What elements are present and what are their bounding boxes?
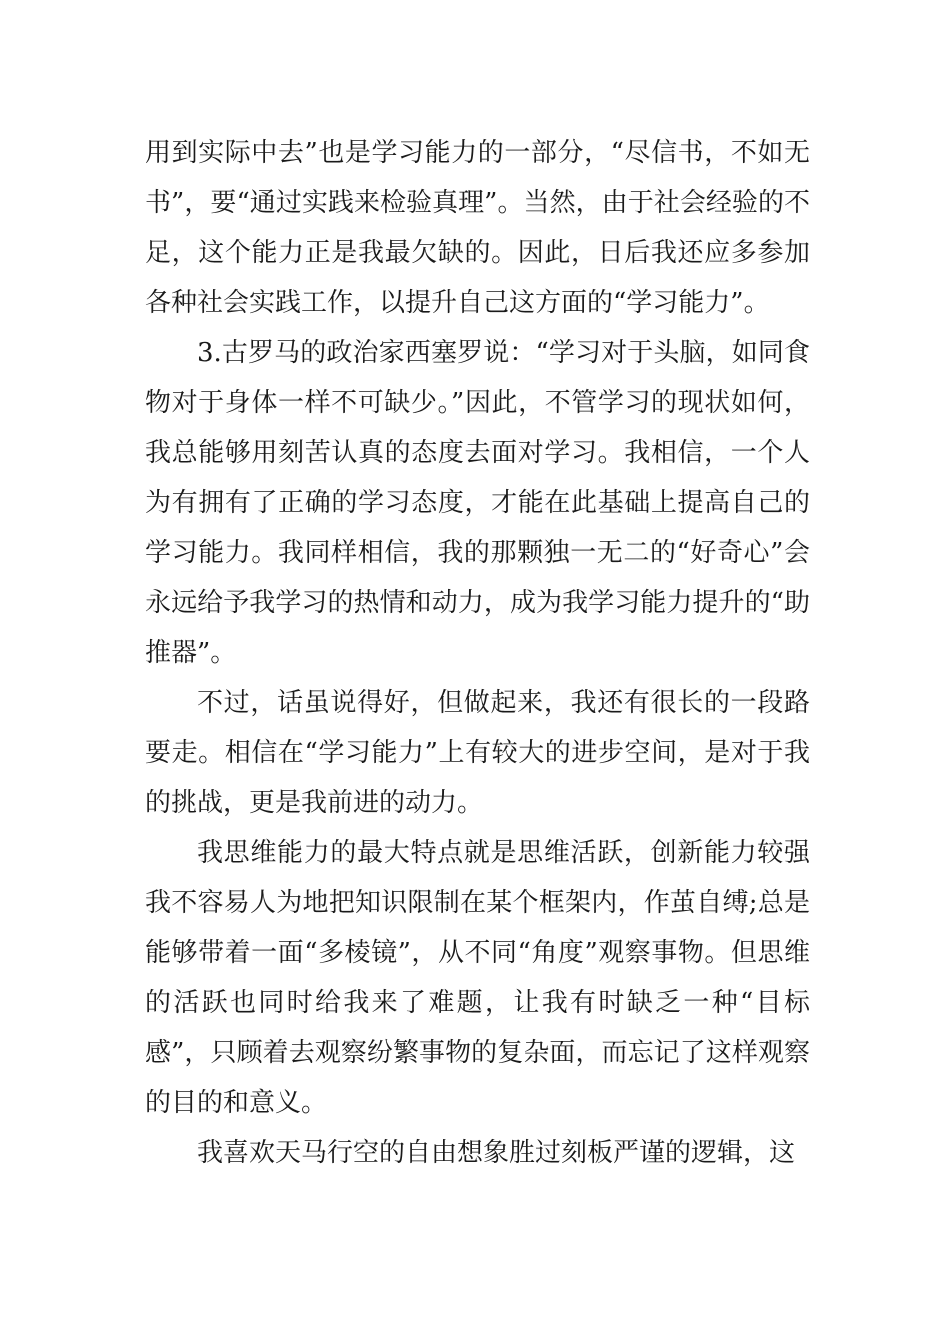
document-body bbox=[145, 128, 810, 1178]
paragraph-long-road: 不过，话虽说得好，但做起来，我还有很长的一段路要走。相信在“学习能力”上有较大的进步空间，是对于我的挑战，更是我前进的动力。 bbox=[145, 688, 810, 818]
paragraph-imagination: 我喜欢天马行空的自由想象胜过刻板严谨的逻辑，这 bbox=[197, 1138, 796, 1168]
paragraph-thinking-ability: 我思维能力的最大特点就是思维活跃，创新能力较强我不容易人为地把知识限制在某个框架内，作茧自缚;总是能够带着一面“多棱镜”，从不同“角度”观察事物。但思维的活跃也同时给我来了难题，让我有时缺乏一种“目标感”，只顾着去观察纷繁事物的复杂面，而忘记了这样观察的目的和意义。 bbox=[145, 838, 810, 1118]
paragraph-continuation: 用到实际中去”也是学习能力的一部分，“尽信书，不如无书”，要“通过实践来检验真理”。当然，由于社会经验的不足，这个能力正是我最欠缺的。因此，日后我还应多参加各种社会实践工作，以提升自己这方面的“学习能力”。 bbox=[145, 138, 810, 318]
paragraph-cicero-quote: 3.古罗马的政治家西塞罗说：“学习对于头脑，如同食物对于身体一样不可缺少。”因此，不管学习的现状如何，我总能够用刻苦认真的态度去面对学习。我相信，一个人为有拥有了正确的学习态度，才能在此基础上提高自己的学习能力。我同样相信，我的那颗独一无二的“好奇心”会永远给予我学习的热情和动力，成为我学习能力提升的“助推器”。 bbox=[145, 338, 810, 668]
